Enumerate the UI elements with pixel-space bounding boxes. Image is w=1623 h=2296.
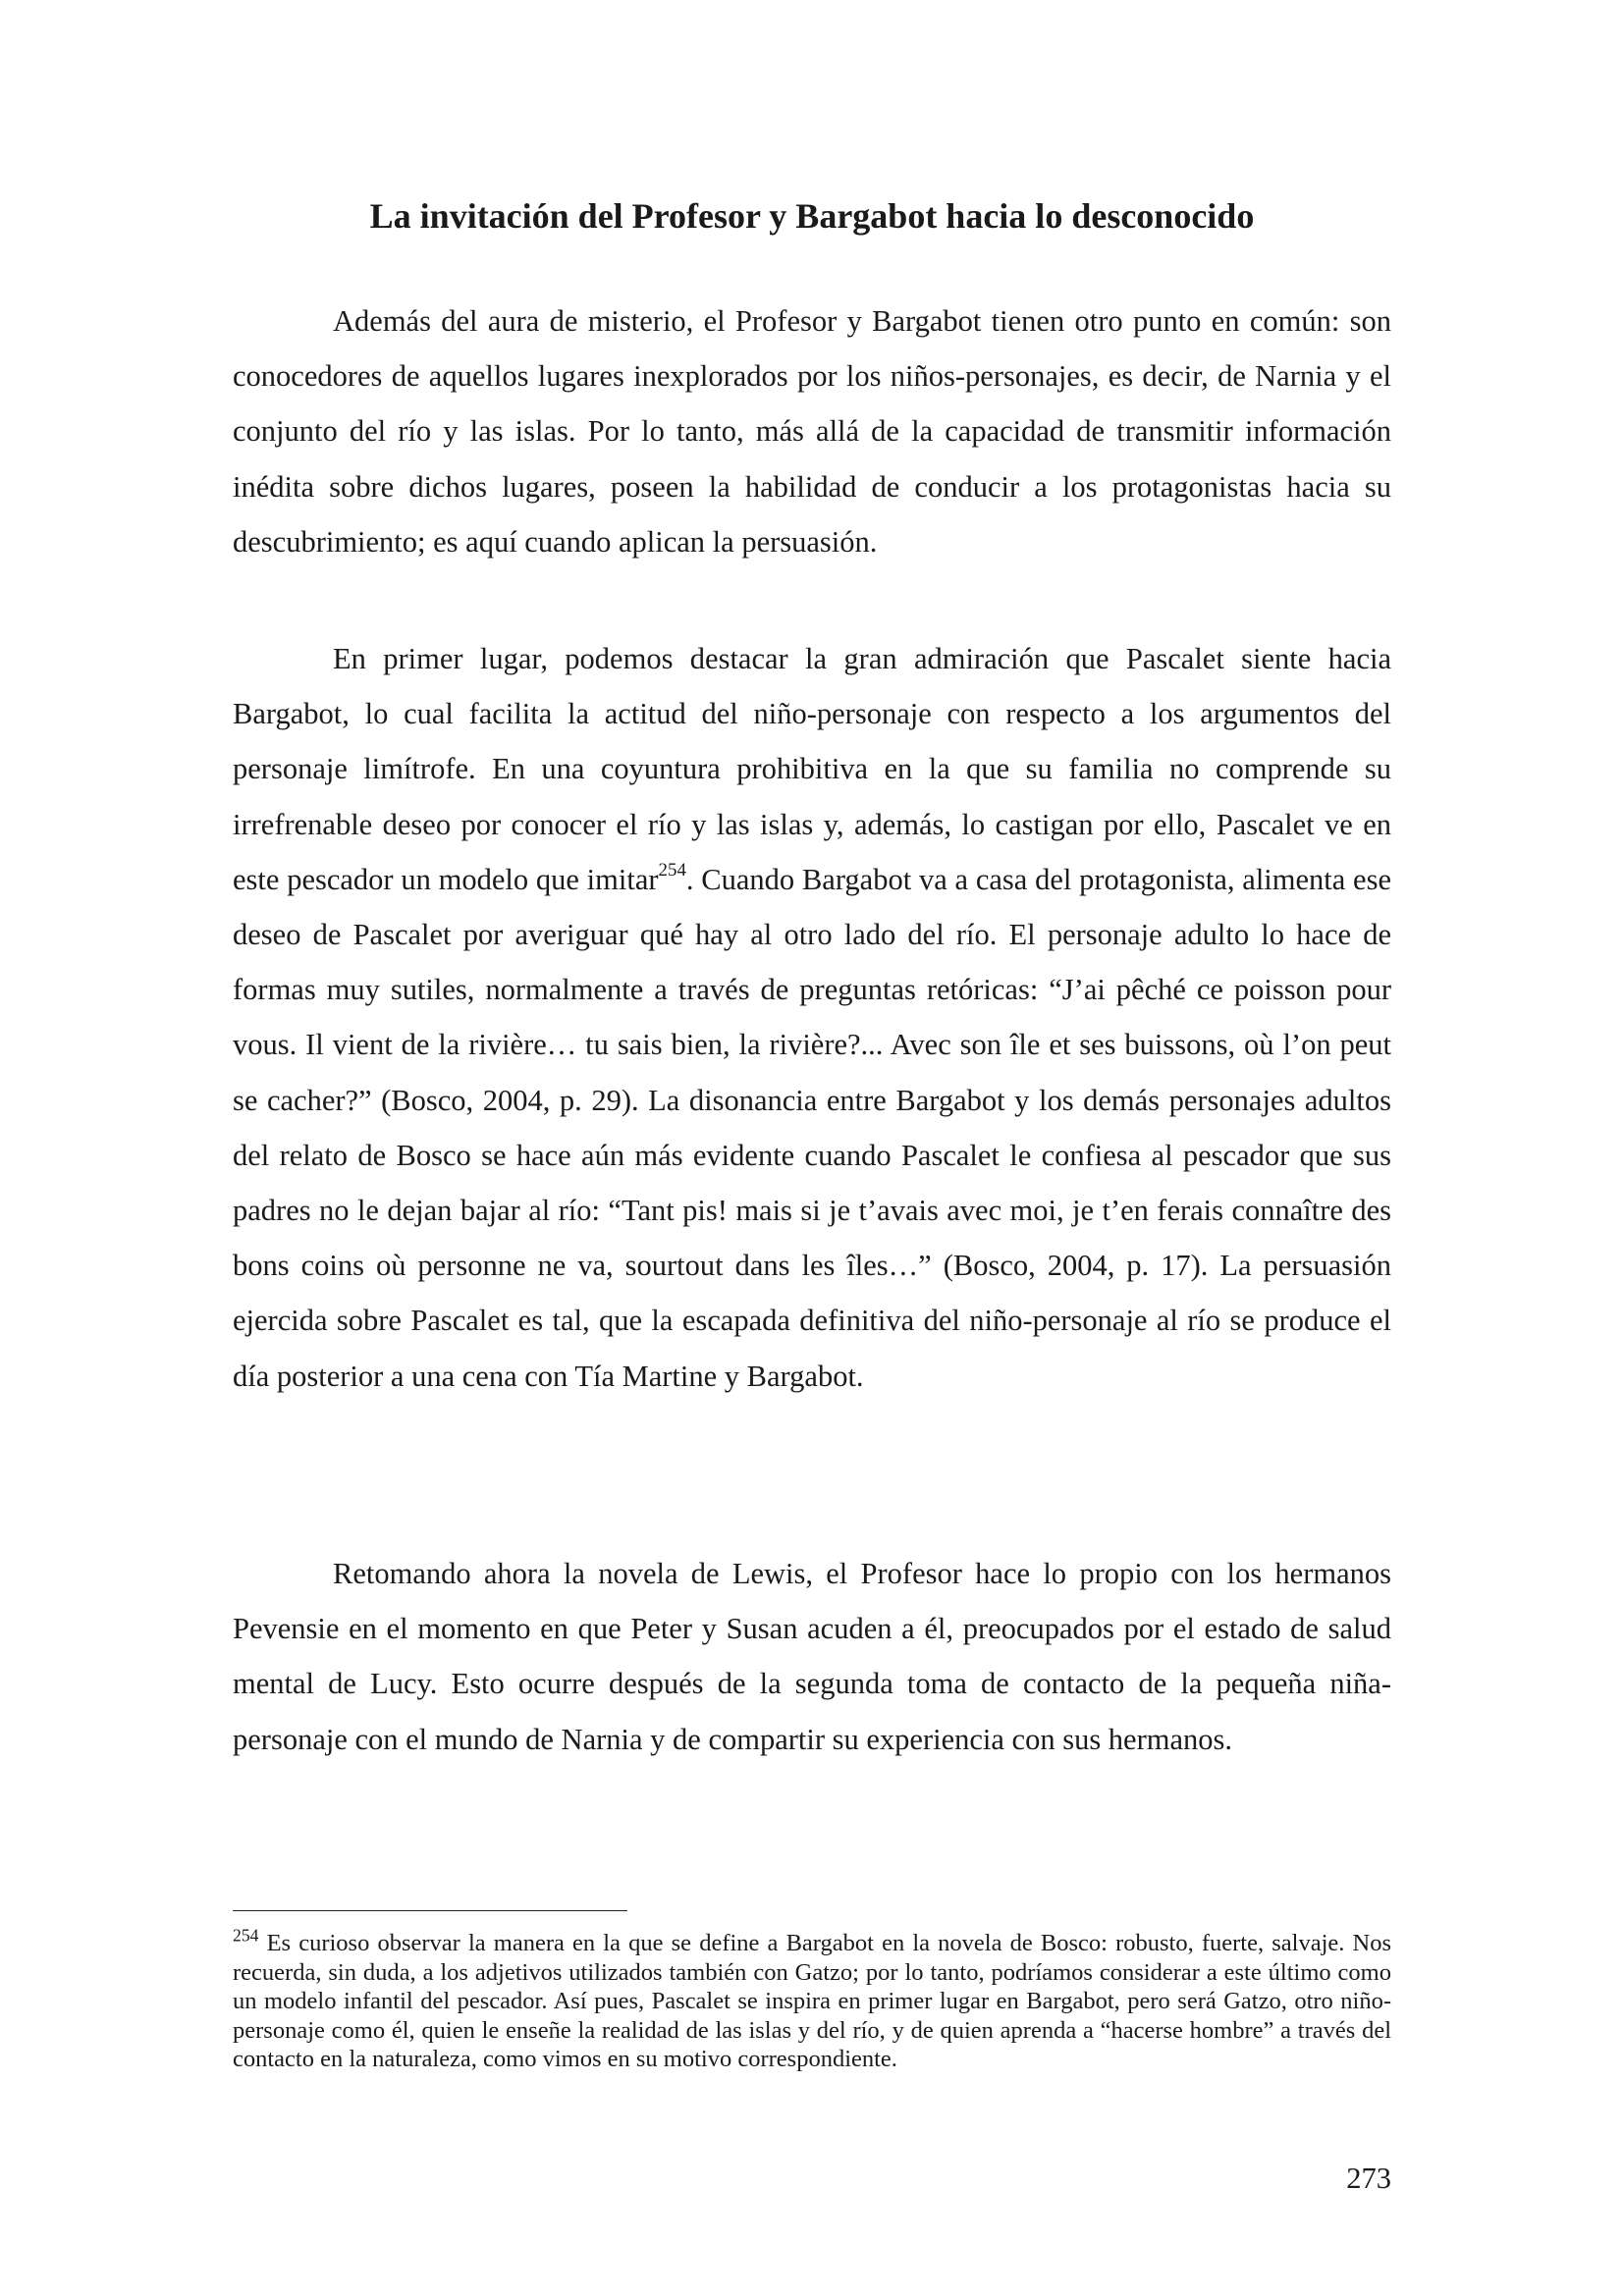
footnote-reference[interactable]: 254 <box>658 859 686 881</box>
paragraph-text: Retomando ahora la novela de Lewis, el Profesor hace lo propio con los hermanos Pevensie en el momento en que Peter y Susan acuden a él, preocupados por el estado de salud mental de Lucy. Esto ocurre después de la segunda toma de contacto de la pequeña niña-personaje con el mundo de Narnia y de compartir su experiencia con sus hermanos. <box>233 1557 1391 1756</box>
paragraph-text-part: En primer lugar, podemos destacar la gran admiración que Pascalet siente hacia Bargabot, lo cual facilita la actitud del niño-personaje con respecto a los argumentos del personaje limítrofe. En una coyuntura prohibitiva en la que su familia no comprende su irrefrenable deseo por conocer el río y las islas y, además, lo castigan por ello, Pascalet ve en este pescador un modelo que imitar <box>233 642 1391 896</box>
footnote <box>233 1925 1391 2074</box>
body-paragraph-3 <box>233 1546 1391 1767</box>
footnote-divider <box>233 1910 627 1911</box>
page-number: 273 <box>1346 2162 1391 2195</box>
paragraph-text-part: . Cuando Bargabot va a casa del protagonista, alimenta ese deseo de Pascalet por averiguar qué hay al otro lado del río. El personaje adulto lo hace de formas muy sutiles, normalmente a través de preguntas retóricas: “J’ai pêché ce poisson pour vous. Il vient de la rivière… tu sais bien, la rivière?... Avec son île et ses buissons, où l’on peut se cacher?” (Bosco, 2004, p. 29). La disonancia entre Bargabot y los demás personajes adultos del relato de Bosco se hace aún más evidente cuando Pascalet le confiesa al pescador que sus padres no le dejan bajar al río: “Tant pis! mais si je t’avais avec moi, je t’en ferais connaître des bons coins où personne ne va, sourtout dans les îles…” (Bosco, 2004, p. 17). La persuasión ejercida sobre Pascalet es tal, que la escapada definitiva del niño-personaje al río se produce el día posterior a una cena con Tía Martine y Bargabot. <box>233 862 1392 1393</box>
body-paragraph-1 <box>233 294 1391 569</box>
section-title: La invitación del Profesor y Bargabot hacia lo desconocido <box>369 196 1255 236</box>
body-paragraph-2 <box>233 631 1391 1404</box>
paragraph-text: Además del aura de misterio, el Profesor y Bargabot tienen otro punto en común: son conocedores de aquellos lugares inexplorados por los niños-personajes, es decir, de Narnia y el conjunto del río y las islas. Por lo tanto, más allá de la capacidad de transmitir información inédita sobre dichos lugares, poseen la habilidad de conducir a los protagonistas hacia su descubrimiento; es aquí cuando aplican la persuasión. <box>233 304 1391 559</box>
paragraph-text <box>233 631 1391 1404</box>
footnote-text: Es curioso observar la manera en la que se define a Bargabot en la novela de Bosco: robusto, fuerte, salvaje. Nos recuerda, sin duda, a los adjetivos utilizados también con Gatzo; por lo tanto, podríamos considerar a este último como un modelo infantil del pescador. Así pues, Pascalet se inspira en primer lugar en Bargabot, pero será Gatzo, otro niño-personaje como él, quien le enseñe la realidad de las islas y del río, y de quien aprenda a “hacerse hombre” a través del contacto en la naturaleza, como vimos en su motivo correspondiente. <box>233 1930 1391 2072</box>
footnote-number: 254 <box>233 1925 259 1946</box>
